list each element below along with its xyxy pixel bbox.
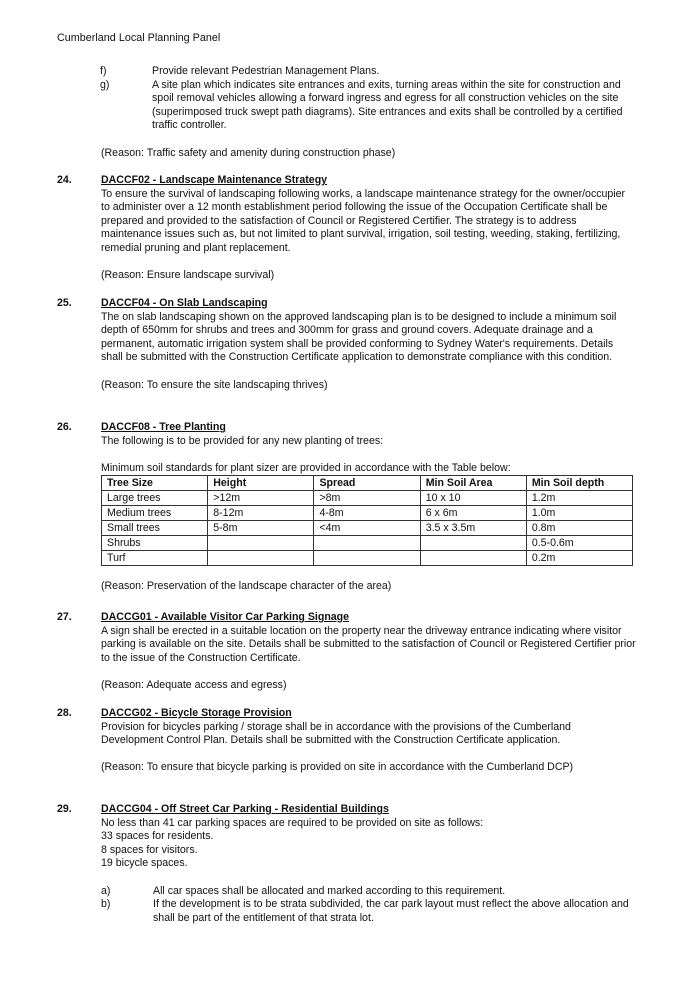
condition-26 <box>57 421 636 594</box>
condition-number: 25. <box>57 297 72 309</box>
condition-reason: (Reason: Preservation of the landscape character of the area) <box>101 579 392 592</box>
table-cell: Shrubs <box>102 536 208 551</box>
condition-number: 27. <box>57 611 72 623</box>
table-row <box>102 521 633 536</box>
item-label: b) <box>101 898 111 911</box>
item-text: If the development is to be strata subdivided, the car park layout must reflect the above allocation and shall be part of the entitlement of that strata lot. <box>153 898 629 924</box>
condition-number: 29. <box>57 803 72 815</box>
condition-title: DACCG02 - Bicycle Storage Provision <box>101 707 292 719</box>
condition-number: 24. <box>57 174 72 186</box>
condition-body: Provision for bicycles parking / storage shall be in accordance with the provisions of the Cumberland Development Control Plan. Details shall be submitted with the Construction Certificate application. <box>101 720 571 747</box>
condition-27 <box>57 611 636 693</box>
continued-item-list <box>100 65 636 133</box>
condition-title: DACCG01 - Available Visitor Car Parking Signage <box>101 611 350 623</box>
condition-24 <box>57 174 636 283</box>
condition-29 <box>57 803 636 925</box>
table-row <box>102 506 633 521</box>
table-cell <box>208 536 314 551</box>
table-header-row <box>102 476 633 491</box>
column-header: Spread <box>314 476 420 491</box>
item-label: f) <box>100 65 107 77</box>
condition-line: No less than 41 car parking spaces are required to be provided on site as follows: <box>101 816 484 829</box>
page-header: Cumberland Local Planning Panel <box>57 32 221 44</box>
table-cell <box>314 536 420 551</box>
table-cell: 0.2m <box>526 551 632 566</box>
condition-title: DACCF04 - On Slab Landscaping <box>101 297 268 309</box>
condition-body: A sign shall be erected in a suitable location on the property near the driveway entrance indicating where visitor parking is available on the site. Details shall be submitted to the satisfaction of Council or Registered Certifier prior to the issue of the Construction Certificate. <box>101 624 636 664</box>
condition-title: DACCF02 - Landscape Maintenance Strategy <box>101 174 328 186</box>
condition-reason: (Reason: Adequate access and egress) <box>101 678 287 691</box>
table-intro: Minimum soil standards for plant sizer are provided in accordance with the Table below: <box>101 461 511 474</box>
condition-25 <box>57 297 636 392</box>
condition-line: 19 bicycle spaces. <box>101 857 188 870</box>
list-item <box>100 79 636 133</box>
list-item <box>101 898 636 925</box>
table-cell: >8m <box>314 491 420 506</box>
item-text: All car spaces shall be allocated and marked according to this requirement. <box>153 884 506 897</box>
table-cell: 0.8m <box>526 521 632 536</box>
reason-text: (Reason: Traffic safety and amenity during construction phase) <box>101 147 396 159</box>
table-cell: <4m <box>314 521 420 536</box>
item-text: Provide relevant Pedestrian Management Plans. <box>152 65 380 77</box>
table-cell: Medium trees <box>102 506 208 521</box>
condition-body: The on slab landscaping shown on the approved landscaping plan is to be designed to include a minimum soil depth of 650mm for shrubs and trees and 300mm for grass and ground covers. Adequate drainage and a permanent, automatic irrigation system shall be provided conforming to Sydney Water's requirements. Details shall be submitted with the Construction Certificate application to demonstrate compliance with this condition. <box>101 310 617 364</box>
soil-standards-table <box>101 475 633 566</box>
item-text: A site plan which indicates site entrances and exits, turning areas within the site for construction and spoil removal vehicles allowing a forward ingress and egress for all construction vehicles on the site (superimposed truck swept path diagrams). Site entrances and exits shall be controlled by a certified traffic controller. <box>152 78 623 132</box>
table-row <box>102 491 633 506</box>
table-row <box>102 536 633 551</box>
column-header: Tree Size <box>102 476 208 491</box>
condition-reason: (Reason: To ensure that bicycle parking is provided on site in accordance with the Cumberland DCP) <box>101 761 574 774</box>
condition-reason: (Reason: To ensure the site landscaping thrives) <box>101 378 328 391</box>
list-item <box>100 65 636 79</box>
condition-reason: (Reason: Ensure landscape survival) <box>101 269 275 282</box>
table-cell: 0.5-0.6m <box>526 536 632 551</box>
table-cell: Small trees <box>102 521 208 536</box>
table-cell: 4-8m <box>314 506 420 521</box>
condition-body: To ensure the survival of landscaping following works, a landscape maintenance strategy for the owner/occupier to administer over a 12 month establishment period following the issue of the Occupation Certificate shall be prepared and provided to the satisfaction of Council or Registered Certifier. The strategy is to address maintenance issues such as, but not limited to plant survival, irrigation, soil testing, weeding, staking, fertilizing, remedial pruning and plant replacement. <box>101 187 626 254</box>
table-cell: 1.2m <box>526 491 632 506</box>
column-header: Min Soil depth <box>526 476 632 491</box>
item-label: a) <box>101 884 111 897</box>
table-cell: 10 x 10 <box>420 491 526 506</box>
table-cell <box>420 536 526 551</box>
table-cell: 1.0m <box>526 506 632 521</box>
table-cell <box>420 551 526 566</box>
table-cell: 8-12m <box>208 506 314 521</box>
condition-28 <box>57 707 636 775</box>
condition-line: 33 spaces for residents. <box>101 830 214 843</box>
condition-number: 28. <box>57 707 72 719</box>
table-cell: 3.5 x 3.5m <box>420 521 526 536</box>
condition-number: 26. <box>57 421 72 433</box>
table-cell: Large trees <box>102 491 208 506</box>
condition-title: DACCF08 - Tree Planting <box>101 421 226 433</box>
condition-body: The following is to be provided for any new planting of trees: <box>101 434 384 447</box>
table-cell: 5-8m <box>208 521 314 536</box>
table-row <box>102 551 633 566</box>
table-cell <box>208 551 314 566</box>
condition-line: 8 spaces for visitors. <box>101 843 198 856</box>
column-header: Min Soil Area <box>420 476 526 491</box>
table-cell: >12m <box>208 491 314 506</box>
item-label: g) <box>100 78 110 91</box>
table-cell <box>314 551 420 566</box>
list-item <box>101 885 636 899</box>
condition-title: DACCG04 - Off Street Car Parking - Residential Buildings <box>101 803 389 815</box>
table-cell: 6 x 6m <box>420 506 526 521</box>
table-cell: Turf <box>102 551 208 566</box>
column-header: Height <box>208 476 314 491</box>
